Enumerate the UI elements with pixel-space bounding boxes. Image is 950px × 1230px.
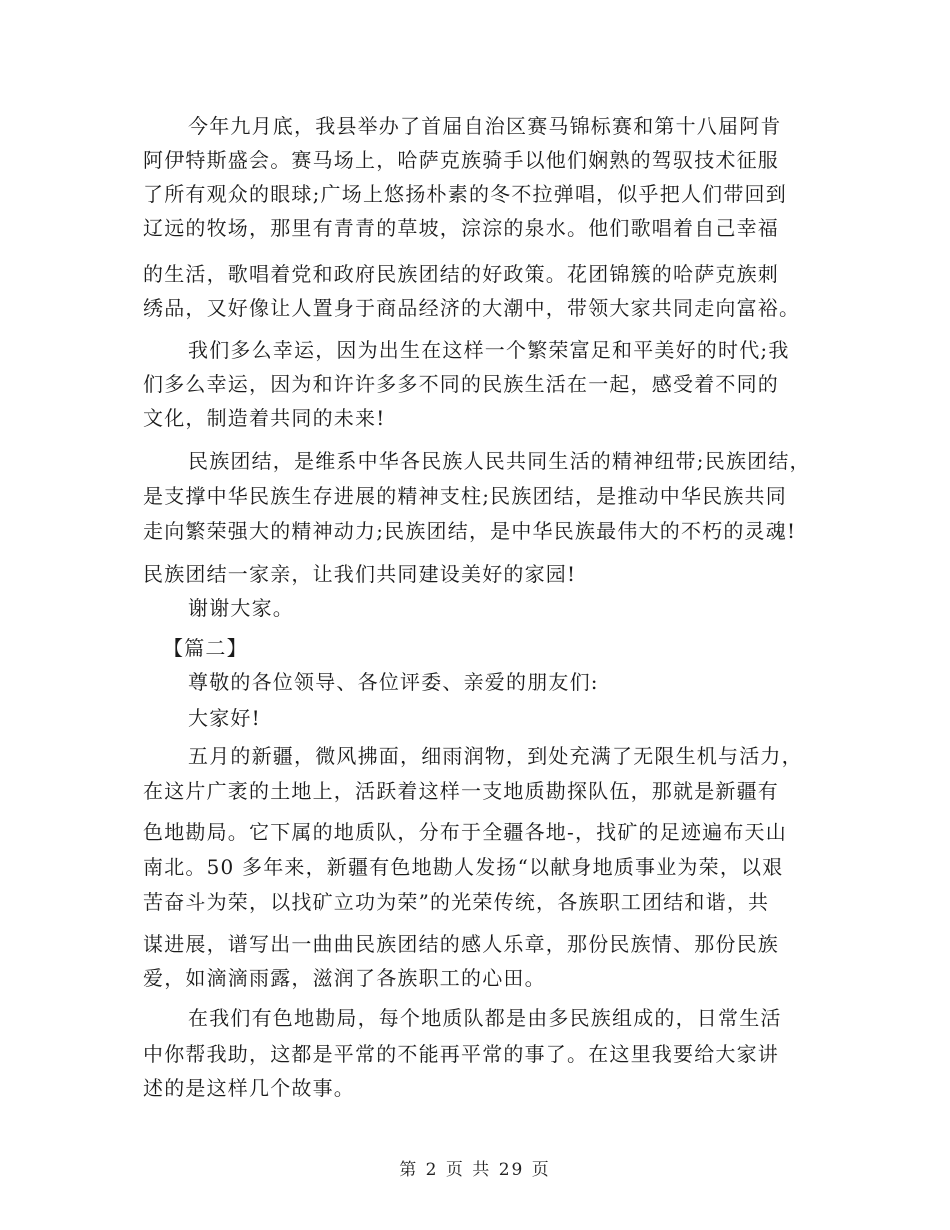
text-line: 民族团结一家亲，让我们共同建设美好的家园! [143,562,577,586]
text-line: 文化，制造着共同的未来! [143,406,386,430]
text-line: 苦奋斗为荣，以找矿立功为荣”的光荣传统，各族职工团结和谐，共 [143,890,770,914]
text-line: 走向繁荣强大的精神动力;民族团结，是中华民族最伟大的不朽的灵魂! [143,519,797,543]
text-line: 色地勘局。它下属的地质队，分布于全疆各地-，找矿的足迹遍布天山 [143,820,787,844]
text-line: 辽远的牧场，那里有青青的草坡，淙淙的泉水。他们歌唱着自己幸福 [143,216,779,240]
text-line: 南北。50 多年来，新疆有色地勘人发扬“以献身地质事业为荣，以艰 [143,855,784,879]
text-line: 大家好! [188,706,261,730]
text-line: 谢谢大家。 [188,596,294,620]
page-number-footer: 第 2 页 共 29 页 [399,1160,551,1180]
text-line: 阿伊特斯盛会。赛马场上，哈萨克族骑手以他们娴熟的驾驭技术征服 [143,148,779,172]
text-line: 中你帮我助，这都是平常的不能再平常的事了。在这里我要给大家讲 [143,1042,779,1066]
text-line: 我们多么幸运，因为出生在这样一个繁荣富足和平美好的时代;我 [188,338,790,362]
text-line: 爱，如滴滴雨露，滋润了各族职工的心田。 [143,966,546,990]
text-line: 五月的新疆，微风拂面，细雨润物，到处充满了无限生机与活力， [188,744,803,768]
text-line: 了所有观众的眼球;广场上悠扬朴素的冬不拉弹唱，似乎把人们带回到 [143,182,787,206]
text-line: 绣品，又好像让人置身于商品经济的大潮中，带领大家共同走向富裕。 [143,296,801,320]
text-line: 谋进展，谱写出一曲曲民族团结的感人乐章，那份民族情、那份民族 [143,932,779,956]
text-line: 在这片广袤的土地上，活跃着这样一支地质勘探队伍，那就是新疆有 [143,779,779,803]
text-line: 民族团结，是维系中华各民族人民共同生活的精神纽带;民族团结， [188,449,811,473]
text-line: 们多么幸运，因为和许许多多不同的民族生活在一起，感受着不同的 [143,372,779,396]
text-line: 今年九月底，我县举办了首届自治区赛马锦标赛和第十八届阿肯 [188,114,782,138]
text-line: 述的是这样几个故事。 [143,1076,355,1100]
text-line: 的生活，歌唱着党和政府民族团结的好政策。花团锦簇的哈萨克族刺 [143,262,779,286]
section-heading: 【篇二】 [163,636,248,660]
text-line: 是支撑中华民族生存进展的精神支柱;民族团结，是推动中华民族共同 [143,484,787,508]
text-line: 尊敬的各位领导、各位评委、亲爱的朋友们: [188,670,599,694]
text-line: 在我们有色地勘局，每个地质队都是由多民族组成的，日常生活 [188,1006,782,1030]
